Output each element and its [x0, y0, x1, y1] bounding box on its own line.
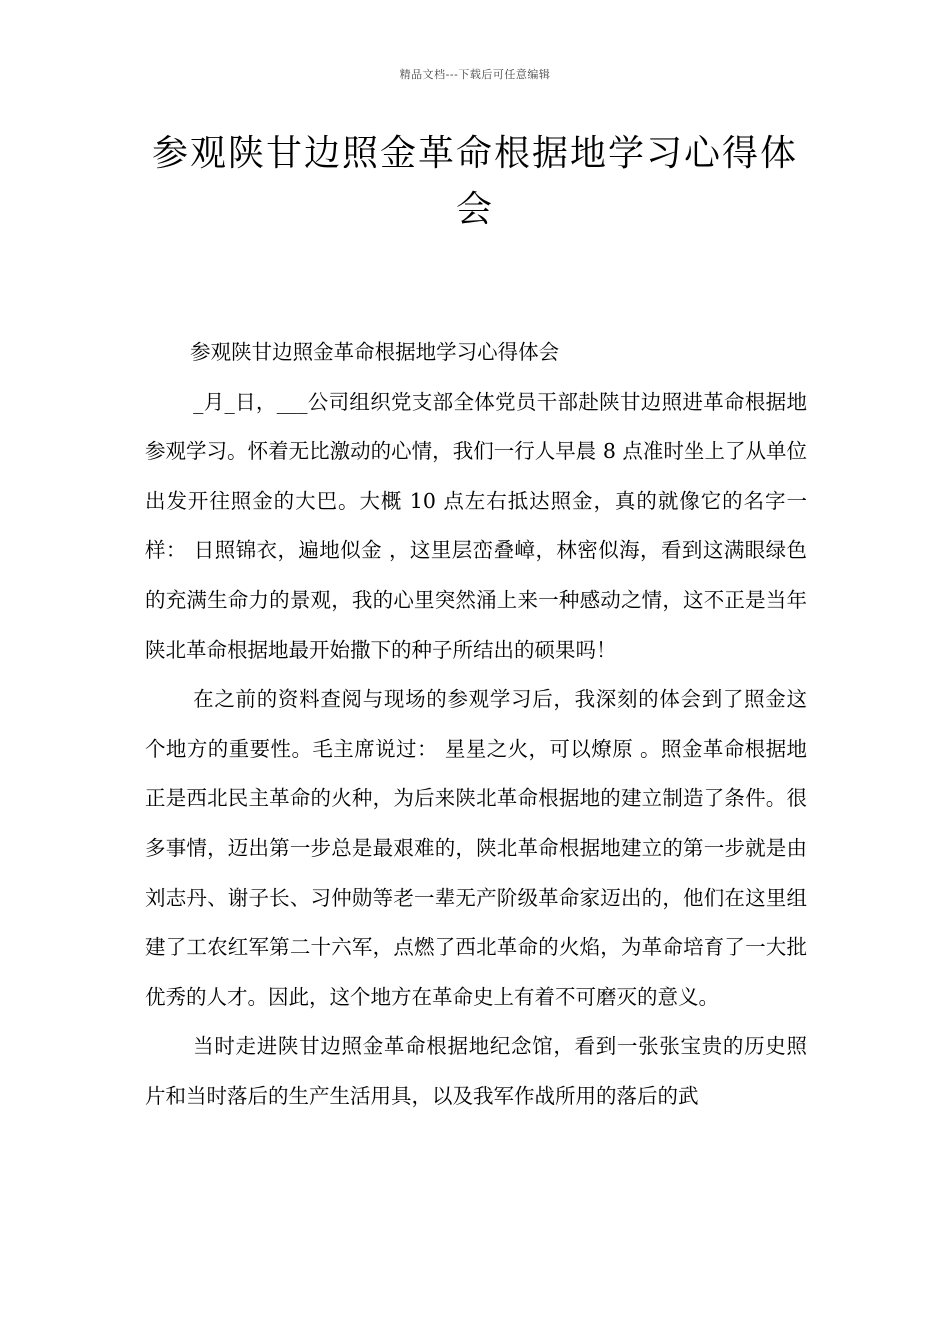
document-title: 参观陕甘边照金革命根据地学习心得体会: [151, 133, 798, 230]
header-note: 精品文档---下载后可任意编辑: [399, 68, 551, 81]
body-paragraph: _月_日，___公司组织党支部全体党员干部赴陕甘边照进革命根据地参观学习。怀着无比激动的心情，我们一行人早晨 8 点准时坐上了从单位出发开往照金的大巴。大概 10 点左右抵达照金，真的就像它的名字一样： 日照锦衣，遍地似金 ，这里层峦叠嶂，林密似海，看到这满眼绿色的充满生命力的景观，我的心里突然涌上来一种感动之情，这不正是当年陕北革命根据地最开始撒下的种子所结出的硕果吗！: [145, 389, 807, 662]
body-paragraph: 当时走进陕甘边照金革命根据地纪念馆，看到一张张宝贵的历史照片和当时落后的生产生活用具，以及我军作战所用的落后的武: [145, 1034, 807, 1108]
body-paragraph: 在之前的资料查阅与现场的参观学习后，我深刻的体会到了照金这个地方的重要性。毛主席说过： 星星之火，可以燎原 。照金革命根据地正是西北民主革命的火种，为后来陕北革命根据地的建立制造了条件。很多事情，迈出第一步总是最艰难的，陕北革命根据地建立的第一步就是由刘志丹、谢子长、习仲勋等老一辈无产阶级革命家迈出的，他们在这里组建了工农红军第二十六军，点燃了西北革命的火焰，为革命培育了一大批优秀的人才。因此，这个地方在革命史上有着不可磨灭的意义。: [145, 687, 807, 1009]
document-subtitle: 参观陕甘边照金革命根据地学习心得体会: [190, 340, 560, 364]
document-body: [145, 328, 807, 1122]
